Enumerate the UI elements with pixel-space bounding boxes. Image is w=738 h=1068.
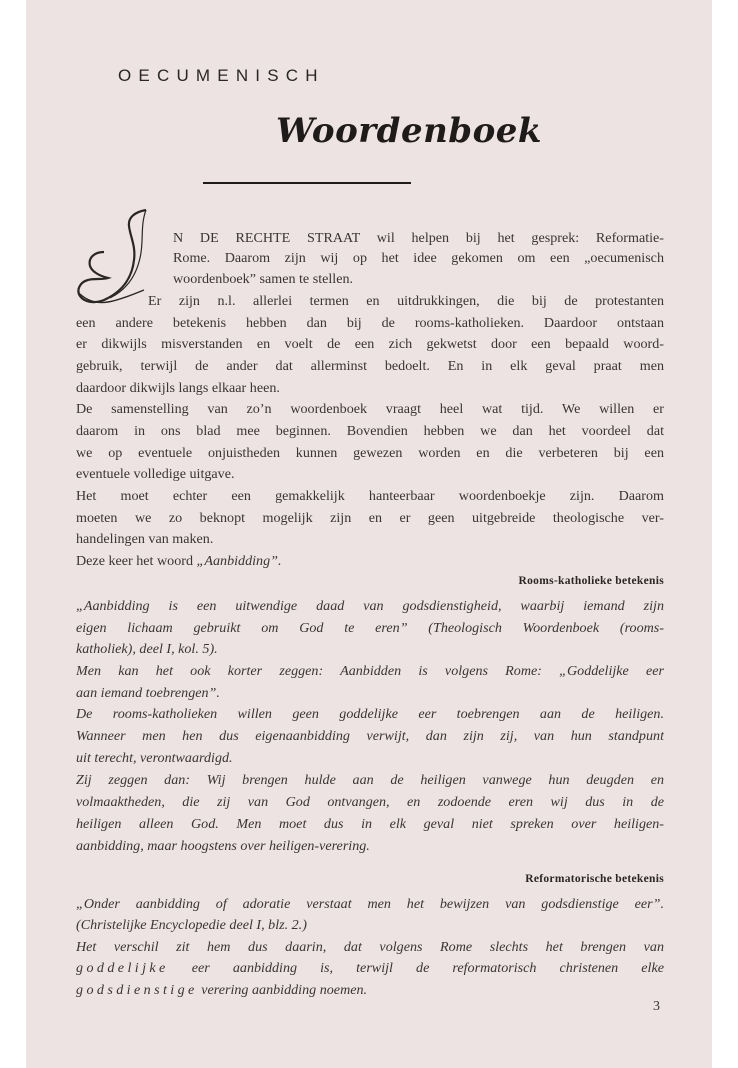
- rk-line: De rooms-katholieken willen geen goddelijke eer toebrengen aan de heiligen.: [76, 706, 664, 722]
- intro-line: daardoor dikwijls langs elkaar heen.: [76, 380, 280, 396]
- intro-line: N DE RECHTE STRAAT wil helpen bij het gesprek: Reformatie-: [173, 230, 664, 246]
- intro-word-line: [76, 551, 664, 571]
- intro-line: we op eventuele onjuistheden kunnen gewezen worden en die verbeteren bij een: [76, 445, 664, 461]
- intro-line: Rome. Daarom zijn wij op het idee gekomen om een „oecumenisch: [173, 250, 664, 266]
- rk-line: „Aanbidding is een uitwendige daad van godsdienstigheid, waarbij iemand zijn: [76, 598, 664, 614]
- ref-emph-word: godsdienstige: [76, 982, 198, 998]
- rk-line: eigen lichaam gebruikt om God te eren” (Theologisch Woordenboek (rooms-: [76, 620, 664, 636]
- intro-line: daarom in ons blad mee beginnen. Bovendien hebben we dan het voordeel dat: [76, 423, 664, 439]
- intro-line: woordenboek” samen te stellen.: [173, 271, 354, 287]
- intro-line: handelingen van maken.: [76, 531, 214, 547]
- section-heading-reformed: Reformatorische betekenis: [525, 873, 664, 885]
- page-number: 3: [653, 999, 660, 1014]
- intro-line: moeten we zo beknopt mogelijk zijn en er geen uitgebreide theologische ver-: [76, 510, 664, 526]
- rk-line: aan iemand toebrengen”.: [76, 685, 220, 701]
- ref-line: „Onder aanbidding of adoratie verstaat men het bewijzen van godsdienstige eer”.: [76, 896, 664, 912]
- section-heading-rk: Rooms-katholieke betekenis: [518, 575, 664, 587]
- rk-line: volmaaktheden, die zij van God ontvangen, en zodoende eren wij dus in de: [76, 794, 664, 810]
- series-kicker: OECUMENISCH: [118, 66, 325, 85]
- intro-line: De samenstelling van zo’n woordenboek vraagt heel wat tijd. We willen er: [76, 401, 664, 417]
- ref-line-rest: eer aanbidding is, terwijl de reformatorisch christenen elke: [168, 960, 664, 976]
- rk-line: heiligen alleen God. Men moet dus in elk geval niet spreken over heiligen-: [76, 816, 664, 832]
- rk-line: uit terecht, verontwaardigd.: [76, 750, 233, 766]
- rk-line: Wanneer men hen dus eigenaanbidding verwijt, dan zijn zij, van hun standpunt: [76, 728, 664, 744]
- rk-line: katholiek), deel I, kol. 5).: [76, 641, 218, 657]
- intro-line: een andere betekenis hebben dan bij de rooms-katholieken. Daardoor ontstaan: [76, 315, 664, 331]
- page-title: Woordenboek: [276, 111, 542, 151]
- intro-line: Het moet echter een gemakkelijk hanteerbaar woordenboekje zijn. Daarom: [76, 488, 664, 504]
- ref-line: (Christelijke Encyclopedie deel I, blz. 2.): [76, 917, 307, 933]
- ref-line: [76, 980, 664, 1000]
- page: [26, 0, 712, 1068]
- ref-line: [76, 958, 664, 978]
- intro-word: „Aanbidding”.: [196, 553, 282, 569]
- intro-line: Er zijn n.l. allerlei termen en uitdrukkingen, die bij de protestanten: [148, 293, 664, 309]
- intro-line: eventuele volledige uitgave.: [76, 466, 235, 482]
- ref-line-rest: verering aanbidding noemen.: [197, 982, 368, 998]
- intro-line: gebruik, terwijl de ander dat allerminst bedoelt. En in elk geval praat men: [76, 358, 664, 374]
- ref-emph-word: goddelijke: [76, 960, 169, 976]
- intro-line: er dikwijls misverstanden en voelt de een zich gekwetst door een bepaald woord-: [76, 336, 664, 352]
- rk-line: Men kan het ook korter zeggen: Aanbidden is volgens Rome: „Goddelijke eer: [76, 663, 664, 679]
- ref-line: Het verschil zit hem dus daarin, dat volgens Rome slechts het brengen van: [76, 939, 664, 955]
- intro-word-prefix: Deze keer het woord: [76, 553, 197, 569]
- title-rule: [203, 182, 411, 184]
- rk-line: aanbidding, maar hoogstens over heiligen-verering.: [76, 838, 370, 854]
- rk-line: Zij zeggen dan: Wij brengen hulde aan de heiligen vanwege hun deugden en: [76, 772, 664, 788]
